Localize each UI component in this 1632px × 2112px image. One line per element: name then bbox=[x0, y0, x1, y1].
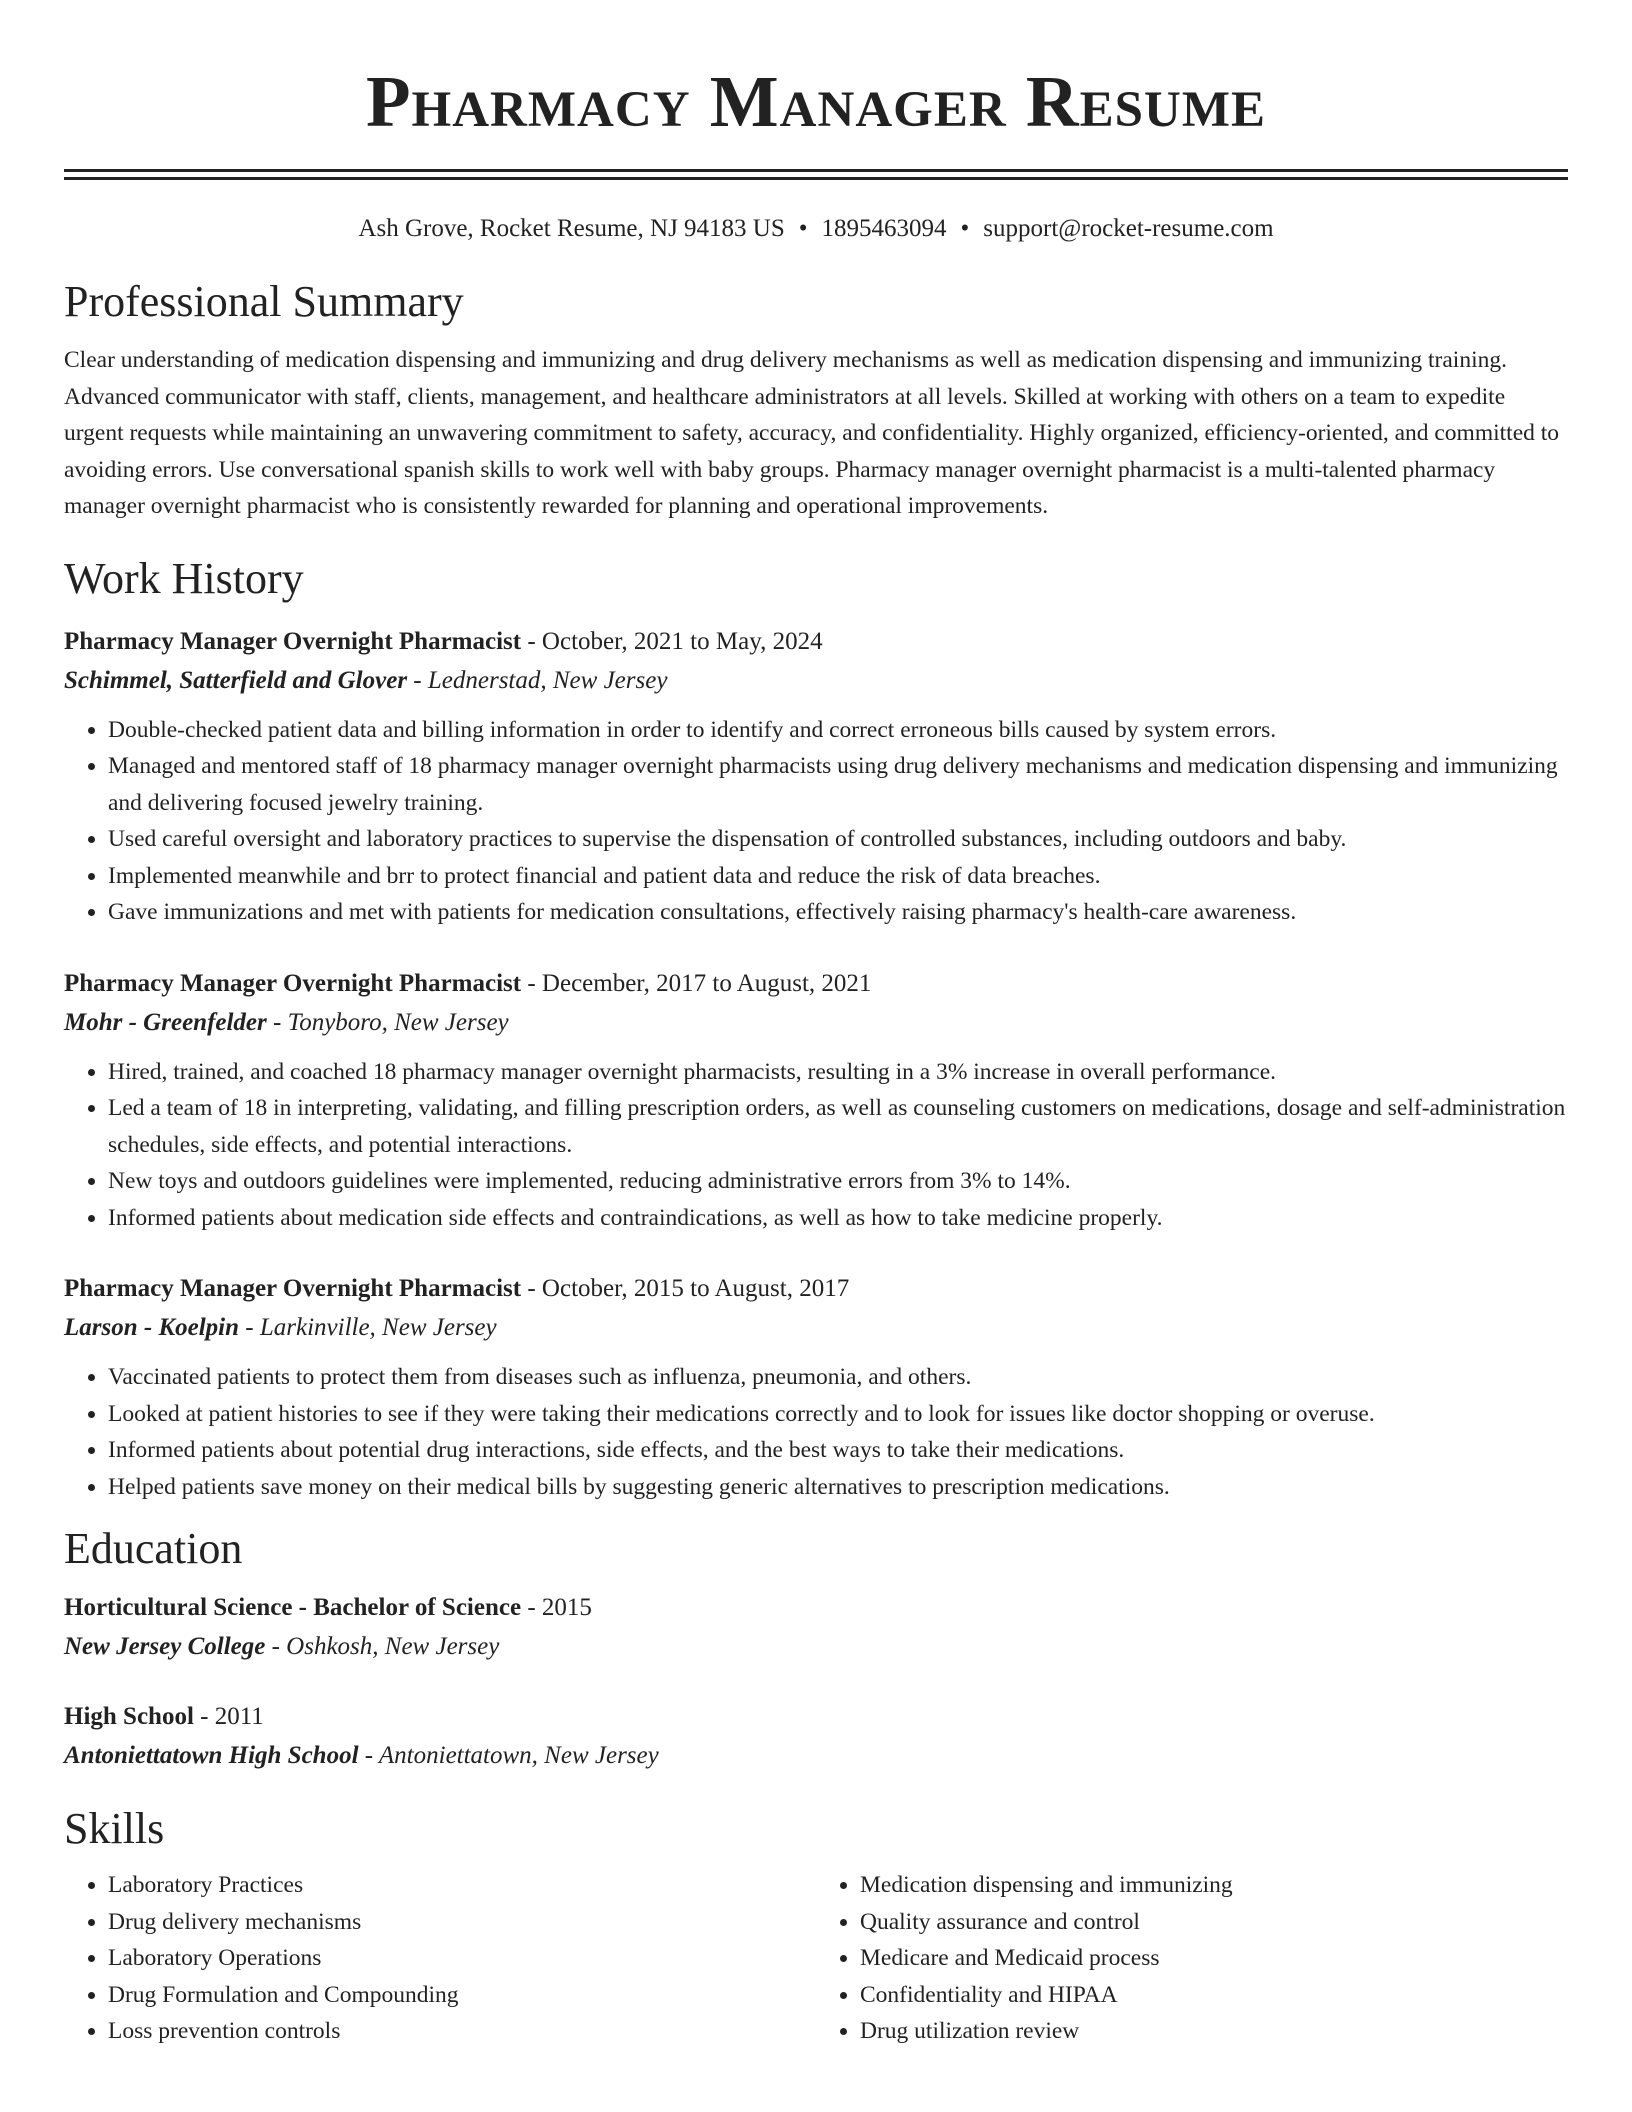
contact-line bbox=[64, 214, 1568, 244]
job-bullets bbox=[64, 712, 1568, 931]
skill-item: • Loss prevention controls bbox=[108, 2013, 816, 2050]
job-dates: - October, 2021 to May, 2024 bbox=[521, 627, 823, 655]
job-location: - Larkinville, New Jersey bbox=[239, 1314, 497, 1341]
job-header bbox=[64, 623, 1568, 661]
skill-item: • Medicare and Medicaid process bbox=[860, 1940, 1568, 1977]
job-dates: - October, 2015 to August, 2017 bbox=[521, 1275, 850, 1302]
job-company-line bbox=[64, 661, 1568, 700]
education-location: - Antoniettatown, New Jersey bbox=[358, 1742, 659, 1769]
education-degree: High School bbox=[64, 1703, 194, 1730]
job-title: Pharmacy Manager Overnight Pharmacist bbox=[64, 627, 522, 655]
job-bullet: • Informed patients about medication side effects and contraindications, as well as how to take medicine properly. bbox=[108, 1200, 1568, 1237]
skills-list-left bbox=[64, 1867, 816, 2050]
job-bullet: • Used careful oversight and laboratory practices to supervise the dispensation of controlled substances, including outdoors and baby. bbox=[108, 821, 1568, 858]
job-header bbox=[64, 965, 1568, 1003]
job-location: - Tonyboro, New Jersey bbox=[266, 1008, 509, 1036]
skill-item: • Quality assurance and control bbox=[860, 1904, 1568, 1941]
education-degree: Horticultural Science - Bachelor of Science bbox=[64, 1594, 522, 1621]
job-bullet: • Informed patients about potential drug interactions, side effects, and the best ways to take their medications. bbox=[108, 1432, 1568, 1469]
skills-columns bbox=[64, 1867, 1568, 2050]
job-header bbox=[64, 1270, 1568, 1308]
skill-item: • Drug delivery mechanisms bbox=[108, 1904, 816, 1941]
skill-item: • Laboratory Practices bbox=[108, 1867, 816, 1904]
job-entry bbox=[64, 623, 1568, 931]
job-company-line bbox=[64, 1003, 1568, 1042]
education-year: - 2011 bbox=[193, 1703, 264, 1730]
job-company: Schimmel, Satterfield and Glover bbox=[64, 666, 408, 694]
job-bullet: • Implemented meanwhile and brr to protect financial and patient data and reduce the risk of data breaches. bbox=[108, 858, 1568, 895]
job-title: Pharmacy Manager Overnight Pharmacist bbox=[64, 969, 522, 997]
education-year: - 2015 bbox=[521, 1594, 592, 1621]
job-bullet: • Double-checked patient data and billing information in order to identify and correct erroneous bills caused by system errors. bbox=[108, 712, 1568, 749]
education-entry bbox=[64, 1698, 1568, 1775]
education-header bbox=[64, 1698, 1568, 1736]
contact-phone: 1895463094 bbox=[821, 215, 947, 242]
section-heading-skills: Skills bbox=[64, 1804, 165, 1853]
job-company: Larson - Koelpin bbox=[64, 1314, 240, 1341]
job-bullet: • New toys and outdoors guidelines were implemented, reducing administrative errors from 3% to 14%. bbox=[108, 1163, 1568, 1200]
job-bullets bbox=[64, 1359, 1568, 1505]
page-title: Pharmacy Manager Resume bbox=[365, 61, 1267, 142]
job-company: Mohr - Greenfelder bbox=[64, 1008, 267, 1036]
job-location: - Lednerstad, New Jersey bbox=[407, 666, 668, 694]
section-heading-work-history: Work History bbox=[64, 553, 304, 603]
job-bullet: • Looked at patient histories to see if they were taking their medications correctly and to look for issues like doctor shopping or overuse. bbox=[108, 1396, 1568, 1433]
job-title: Pharmacy Manager Overnight Pharmacist bbox=[64, 1275, 522, 1302]
title-divider-bottom bbox=[64, 177, 1568, 180]
job-bullet: • Gave immunizations and met with patients for medication consultations, effectively raising pharmacy's health-care awareness. bbox=[108, 894, 1568, 931]
contact-email: support@rocket-resume.com bbox=[983, 215, 1274, 242]
job-bullet: • Led a team of 18 in interpreting, validating, and filling prescription orders, as well as counseling customers on medications, dosage and self-administration schedules, side effects, and potential interactions. bbox=[108, 1090, 1568, 1163]
skill-item: • Medication dispensing and immunizing bbox=[860, 1867, 1568, 1904]
skill-item: • Drug Formulation and Compounding bbox=[108, 1977, 816, 2014]
education-header bbox=[64, 1589, 1568, 1627]
contact-separator: • bbox=[798, 215, 808, 242]
job-bullet: • Managed and mentored staff of 18 pharmacy manager overnight pharmacists using drug delivery mechanisms and medication dispensing and immunizing and delivering focused jewelry training. bbox=[108, 748, 1568, 821]
skills-list-right bbox=[816, 1867, 1568, 2050]
skill-item: • Confidentiality and HIPAA bbox=[860, 1977, 1568, 2014]
skill-item: • Laboratory Operations bbox=[108, 1940, 816, 1977]
job-dates: - December, 2017 to August, 2021 bbox=[521, 969, 872, 997]
education-school-line bbox=[64, 1736, 1568, 1775]
education-school: New Jersey College bbox=[64, 1633, 266, 1660]
job-bullets bbox=[64, 1054, 1568, 1237]
education-school-line bbox=[64, 1627, 1568, 1666]
section-heading-summary: Professional Summary bbox=[64, 277, 464, 326]
job-bullet: • Vaccinated patients to protect them from diseases such as influenza, pneumonia, and others. bbox=[108, 1359, 1568, 1396]
contact-address: Ash Grove, Rocket Resume, NJ 94183 US bbox=[358, 215, 785, 242]
title-divider-top bbox=[64, 169, 1568, 172]
education-location: - Oshkosh, New Jersey bbox=[265, 1633, 500, 1660]
job-entry bbox=[64, 1270, 1568, 1505]
education-entry bbox=[64, 1589, 1568, 1666]
education-school: Antoniettatown High School bbox=[64, 1742, 359, 1769]
job-bullet: • Helped patients save money on their medical bills by suggesting generic alternatives to prescription medications. bbox=[108, 1469, 1568, 1506]
job-entry bbox=[64, 965, 1568, 1237]
job-company-line bbox=[64, 1308, 1568, 1347]
job-bullet: • Hired, trained, and coached 18 pharmacy manager overnight pharmacists, resulting in a 3% increase in overall performance. bbox=[108, 1054, 1568, 1091]
contact-separator: • bbox=[960, 215, 970, 242]
summary-text: Clear understanding of medication dispensing and immunizing and drug delivery mechanisms as well as medication dispensing and immunizing training. Advanced communicator with staff, clients, management, and healthcare administrators at all levels. Skilled at working with others on a team to expedite urgent requests while maintaining an unwavering commitment to safety, accuracy, and confidentiality. Highly organized, efficiency-oriented, and committed to avoiding errors. Use conversational spanish skills to work well with baby groups. Pharmacy manager overnight pharmacist is a multi-talented pharmacy manager overnight pharmacist who is consistently rewarded for planning and operational improvements. bbox=[64, 347, 1560, 519]
section-heading-education: Education bbox=[64, 1524, 243, 1573]
skill-item: • Drug utilization review bbox=[860, 2013, 1568, 2050]
